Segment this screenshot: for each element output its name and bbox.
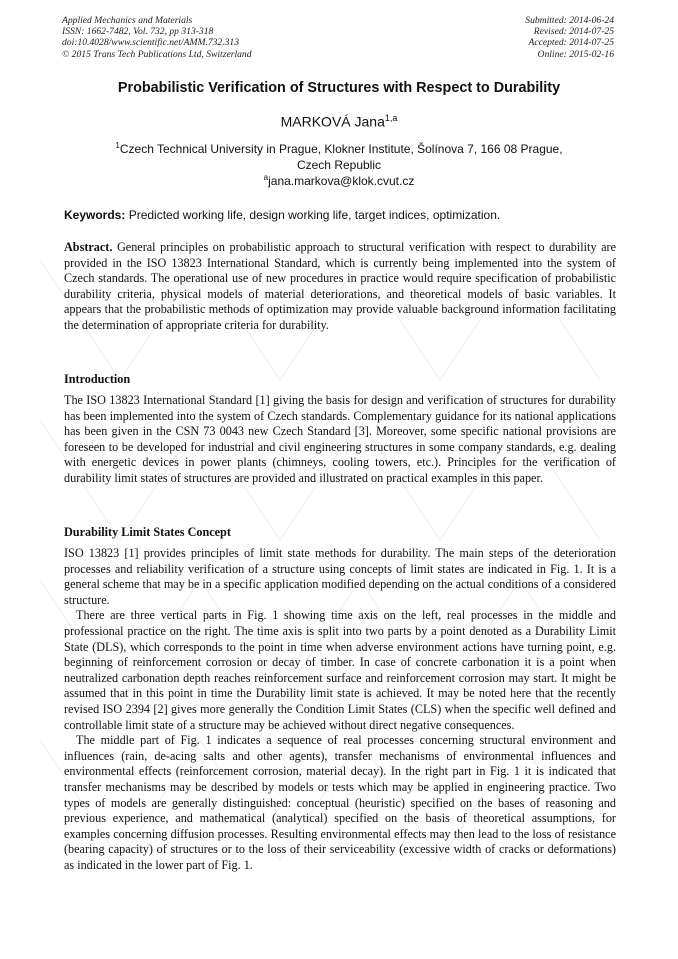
submission-dates [525,15,614,60]
dls-paragraph-1: ISO 13823 [1] provides principles of limit state methods for durability. The main steps of the deterioration processes and reliability verification of a structure using concepts of limit states are indicated in Fig. 1. It is a general scheme that may be in a specific application modified depending on the actual conditions of a considered structure. [64,546,616,607]
dls-paragraph-2: There are three vertical parts in Fig. 1 showing time axis on the left, real processes in the middle and professional practice on the right. The time axis is split into two parts by a point denoted as a Durability Limit State (DLS), which corresponds to the point in time when adverse environment actions have turning point, e.g. beginning of reinforcement corrosion or decay of timber. In case of concrete carbonation it is a point when neutralized carbonation depth reaches reinforcement surface and reinforcement corrosion may start. It might be assumed that in this point in time the Durability limit state is achieved. It may be noted here that the recently revised ISO 2394 [2] gives more generally the Condition Limit States (CLS) when the specific well defined and controllable limit state of a structure may be achieved without direct negative consequences. [64,608,616,732]
email-superscript: a [263,173,269,182]
author-email [0,173,678,188]
copyright-line: © 2015 Trans Tech Publications Ltd, Switzerland [62,48,252,60]
revised-date: Revised: 2014-07-25 [533,26,614,38]
author-name: MARKOVÁ Jana [280,113,385,130]
introduction-text [64,393,616,487]
dls-heading: Durability Limit States Concept [64,525,231,539]
abstract [64,240,616,334]
doi-line: doi:10.4028/www.scientific.net/AMM.732.313 [62,37,240,49]
paper-title: Probabilistic Verification of Structures with Respect to Durability [117,80,561,96]
affiliation-superscript: 1 [115,141,120,150]
affiliation-line-2: Czech Republic [296,157,382,172]
affiliation [80,138,598,173]
email-address: jana.markova@klok.cvut.cz [268,174,415,188]
dls-body [64,546,616,873]
introduction-heading: Introduction [64,372,131,386]
submitted-date: Submitted: 2014-06-24 [525,15,614,26]
dls-paragraph-3: The middle part of Fig. 1 indicates a sequence of real processes concerning structural environment and influences (rain, de-acing salts and other agents), transfer mechanisms of environmental influences and environmental effects (reinforcement corrosion, material decay). In the right part in Fig. 1 it is indicated that transfer mechanisms may be described by models or tests which may be applied in engineering practice. Two types of models are generally distinguished: conceptual (heuristic) specified on the bases of reasoning and previous experience, and mathematical (analytical) specified on the basis of theoretical assumptions, for examples concerning diffusion processes. Resulting environmental effects may then lead to the loss of resistance (bearing capacity) of structures or to the loss of their serviceability (excessive width of cracks or deformations) as indicated in the lower part of Fig. 1. [64,733,616,872]
abstract-text: General principles on probabilistic approach to structural verification with respect to durability are provided in the ISO 13823 International Standard, which is currently being implemented into the system of Czech standards. The operational use of new procedures in practice would require specification of probabilistic durability criteria, physical models of material deteriorations, and theoretical models of basic variables. It appears that the probabilistic methods of optimization may provide valuable background information facilitating the determination of appropriate criteria for durability. [64,240,616,332]
abstract-label: Abstract. [64,240,113,254]
journal-name: Applied Mechanics and Materials [62,15,193,26]
keywords-text: Predicted working life, design working life, target indices, optimization. [125,208,501,222]
online-date: Online: 2015-02-16 [537,48,614,60]
author-line [0,113,678,130]
introduction-paragraph: The ISO 13823 International Standard [1] giving the basis for design and verification of structures for durability has been implemented into the system of Czech standards. Complementary guidance for its national applications has been given in the CSN 73 0043 new Czech Standard [3]. Moreover, some specific national provisions are foreseen to be developed for industrial and civil engineering structures in some company standards, e.g. dealing with energetic devices in power plants (chimneys, cooling towers, etc.). Principles for the verification of durability limit states of structures are provided and illustrated on practical examples in this paper. [64,393,616,485]
journal-info [62,15,252,60]
affiliation-line-1: Czech Technical University in Prague, Klokner Institute, Šolínova 7, 166 08 Prague, [119,142,563,156]
author-superscript: 1,a [384,113,398,123]
keywords-label: Keywords: [64,208,126,222]
issn-line: ISSN: 1662-7482, Vol. 732, pp 313-318 [62,26,214,38]
accepted-date: Accepted: 2014-07-25 [528,37,614,49]
keywords [64,208,616,222]
